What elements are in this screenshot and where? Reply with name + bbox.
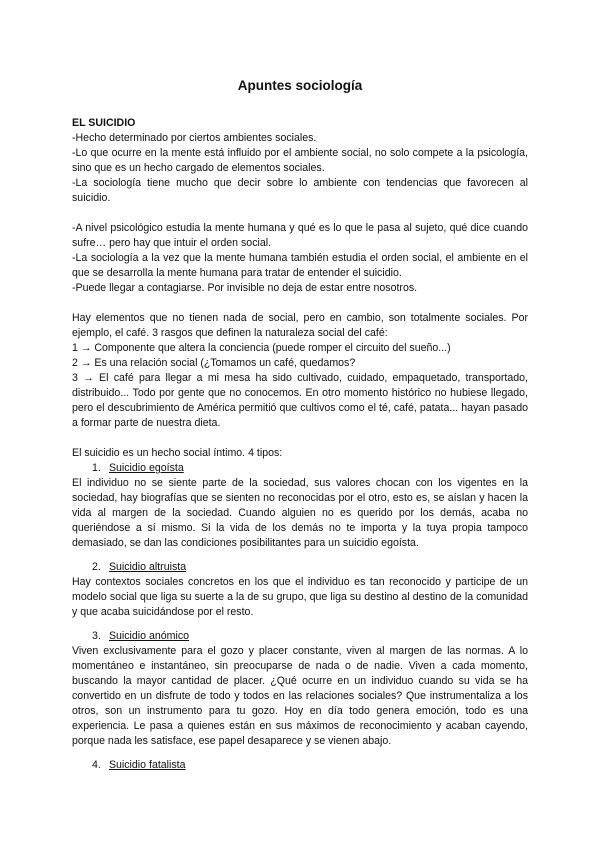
list-item-cafe-2: 2 → Es una relación social (¿Tomamos un café, quedamos? xyxy=(72,357,356,369)
type-number: 4. xyxy=(92,759,101,771)
type-title-egoista xyxy=(72,461,528,476)
type-title-fatalista xyxy=(72,758,528,773)
type-text-altruista: Hay contextos sociales concretos en los que el individuo es tan reconocido y participe de un modelo social que liga su suerte a la de su grupo, que liga su destino al destino de la comunidad y que acaba suicidándose por el resto. xyxy=(72,576,528,618)
type-title-text: Suicidio altruista xyxy=(108,561,187,573)
paragraph: -Lo que ocurre en la mente está influido por el ambiente social, no solo compete a la psicología, sino que es un hecho cargado de elementos sociales. xyxy=(72,147,528,174)
type-title-text: Suicidio fatalista xyxy=(108,759,186,771)
paragraph: -A nivel psicológico estudia la mente humana y qué es lo que le pasa al sujeto, qué dice cuando sufre… pero hay que intuir el orden social. xyxy=(72,222,528,249)
paragraph: -Hecho determinado por ciertos ambientes sociales. xyxy=(72,132,317,144)
paragraph: -La sociología tiene mucho que decir sobre lo ambiente con tendencias que favorecen al suicidio. xyxy=(72,177,528,204)
section-heading-suicidio: EL SUICIDIO xyxy=(72,117,136,129)
type-title-altruista xyxy=(72,560,528,575)
paragraph-tipos-intro: El suicidio es un hecho social íntimo. 4 tipos: xyxy=(72,447,283,459)
type-title-text: Suicidio egoísta xyxy=(108,462,184,474)
type-number: 3. xyxy=(92,630,101,642)
type-number: 1. xyxy=(92,462,101,474)
type-title-text: Suicidio anómico xyxy=(108,630,190,642)
paragraph-cafe-intro: Hay elementos que no tienen nada de social, pero en cambio, son totalmente sociales. Por ejemplo, el café. 3 rasgos que definen la naturaleza social del café: xyxy=(72,312,528,339)
type-title-anomico xyxy=(72,629,528,644)
document-title: Apuntes sociología xyxy=(237,78,363,93)
paragraph: -La sociología a la vez que la mente humana también estudia el orden social, el ambiente en el que se desarrolla la mente humana para tratar de entender el suicidio. xyxy=(72,252,528,279)
type-number: 2. xyxy=(92,561,101,573)
paragraph: -Puede llegar a contagiarse. Por invisible no deja de estar entre nosotros. xyxy=(72,282,418,294)
type-text-anomico: Viven exclusivamente para el gozo y placer constante, viven al margen de las normas. A lo momentáneo e instantáneo, sin preocuparse de nada o de nadie. Viven a cada momento, buscando la mayor cantidad de placer. ¿Qué ocurre en un individuo cuando su vida se ha convertido en un disfrute de todo y todos en las relaciones sociales? Que instrumentaliza a los otros, son un instrumento para tu gozo. Hoy en día todo genera emoción, todo es una experiencia. Le pasa a quienes están en sus máximos de reconocimiento y acaban cayendo, porque nada les satisface, ese papel desaparece y se vienen abajo. xyxy=(72,645,528,747)
list-item-cafe-1: 1 → Componente que altera la conciencia (puede romper el circuito del sueño...) xyxy=(72,342,451,354)
list-item-cafe-3: 3 → El café para llegar a mi mesa ha sido cultivado, cuidado, empaquetado, transportado, distribuido... Todo por gente que no conocemos. En otro momento histórico no hubiese llegado, pero el descubrimiento de América permitió que cultivos como el té, café, patata... hayan pasado a formar parte de nuestra dieta. xyxy=(72,372,528,429)
type-text-egoista: El individuo no se siente parte de la sociedad, sus valores chocan con los vigentes en la sociedad, hay biografías que se sienten no reconocidas por el otro, esto es, se aíslan y hacen la vida al margen de la sociedad. Cuando alguien no es querido por los demás, acaba no queriéndose a sí mismo. Si la vida de los demás no te importa y la tuya propia tampoco demasiado, se dan las condiciones posibilitantes para un suicidio egoísta. xyxy=(72,477,528,549)
